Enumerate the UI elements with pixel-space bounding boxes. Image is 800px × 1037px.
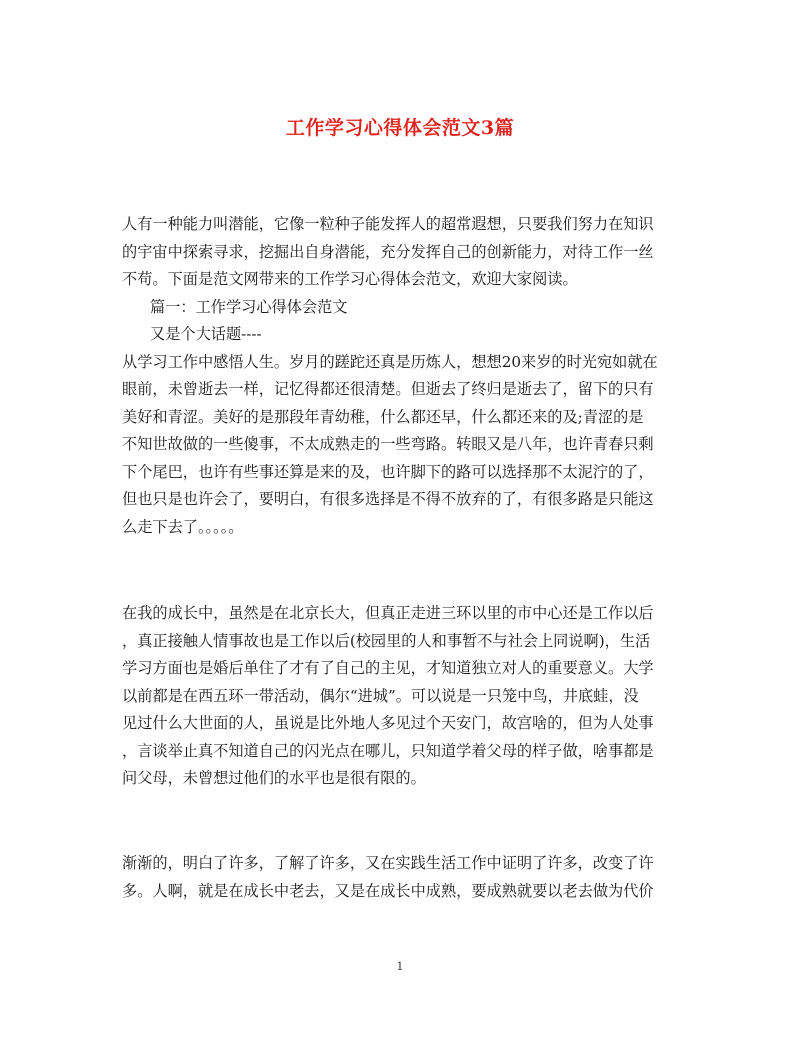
text-line: 以前都是在西五环一带活动，偶尔“进城”。可以说是一只笼中鸟，井底蛙，没 — [122, 686, 639, 705]
text-line: 的宇宙中探索寻求，挖掘出自身潜能，充分发挥自己的创新能力，对待工作一丝 — [122, 242, 654, 261]
text-line: 不苟。下面是范文网带来的工作学习心得体会范文，欢迎大家阅读。 — [122, 270, 578, 288]
paragraph-2 — [122, 600, 678, 793]
text-line: 多。人啊，就是在成长中老去，又是在成长中成熟，要成熟就要以老去做为代价 — [122, 881, 654, 900]
text-line: 渐渐的，明白了许多，了解了许多，又在实践生活工作中证明了许多，改变了许 — [122, 854, 654, 872]
text-line: 见过什么大世面的人，虽说是比外地人多见过个天安门，故宫啥的，但为人处事 — [122, 714, 654, 732]
intro-paragraph — [122, 211, 678, 541]
section-heading: 篇一：工作学习心得体会范文 — [150, 297, 348, 316]
text-line: ，言谈举止真不知道自己的闪光点在哪儿，只知道学着父母的样子做，啥事都是 — [122, 741, 654, 760]
text-line: 不知世故做的一些傻事，不太成熟走的一些弯路。转眼又是八年，也许青春只剩 — [122, 435, 654, 453]
text-line: 么走下去了。。。。。 — [122, 517, 244, 536]
page-number: 1 — [396, 960, 404, 973]
text-line: 人有一种能力叫潜能，它像一粒种子能发挥人的超常遐想，只要我们努力在知识 — [122, 215, 654, 233]
page-title: 工作学习心得体会范文3篇 — [285, 117, 515, 139]
text-line: 眼前，未曾逝去一样，记忆得都还很清楚。但逝去了终归是逝去了，留下的只有 — [122, 380, 654, 398]
paragraph-3 — [122, 850, 678, 905]
text-line: 问父母，未曾想过他们的水平也是很有限的。 — [122, 769, 426, 787]
subheading: 又是个大话题---- — [150, 325, 262, 343]
text-line: 从学习工作中感悟人生。岁月的蹉跎还真是历炼人，想想20来岁的时光宛如就在 — [122, 352, 658, 371]
text-line: 但也只是也许会了，要明白，有很多选择是不得不放弃的了，有很多路是只能这 — [122, 490, 654, 508]
text-line: 下个尾巴，也许有些事还算是来的及，也许脚下的路可以选择那不太泥泞的了， — [122, 462, 654, 481]
text-line: 在我的成长中，虽然是在北京长大，但真正走进三环以里的市中心还是工作以后 — [122, 604, 654, 622]
text-line: 学习方面也是婚后单住了才有了自己的主见，才知道独立对人的重要意义。大学 — [122, 659, 654, 677]
text-line: ，真正接触人情事故也是工作以后(校园里的人和事暂不与社会上同说啊)，生活 — [122, 631, 651, 650]
text-line: 美好和青涩。美好的是那段年青幼稚，什么都还早，什么都还来的及;青涩的是 — [122, 407, 644, 426]
